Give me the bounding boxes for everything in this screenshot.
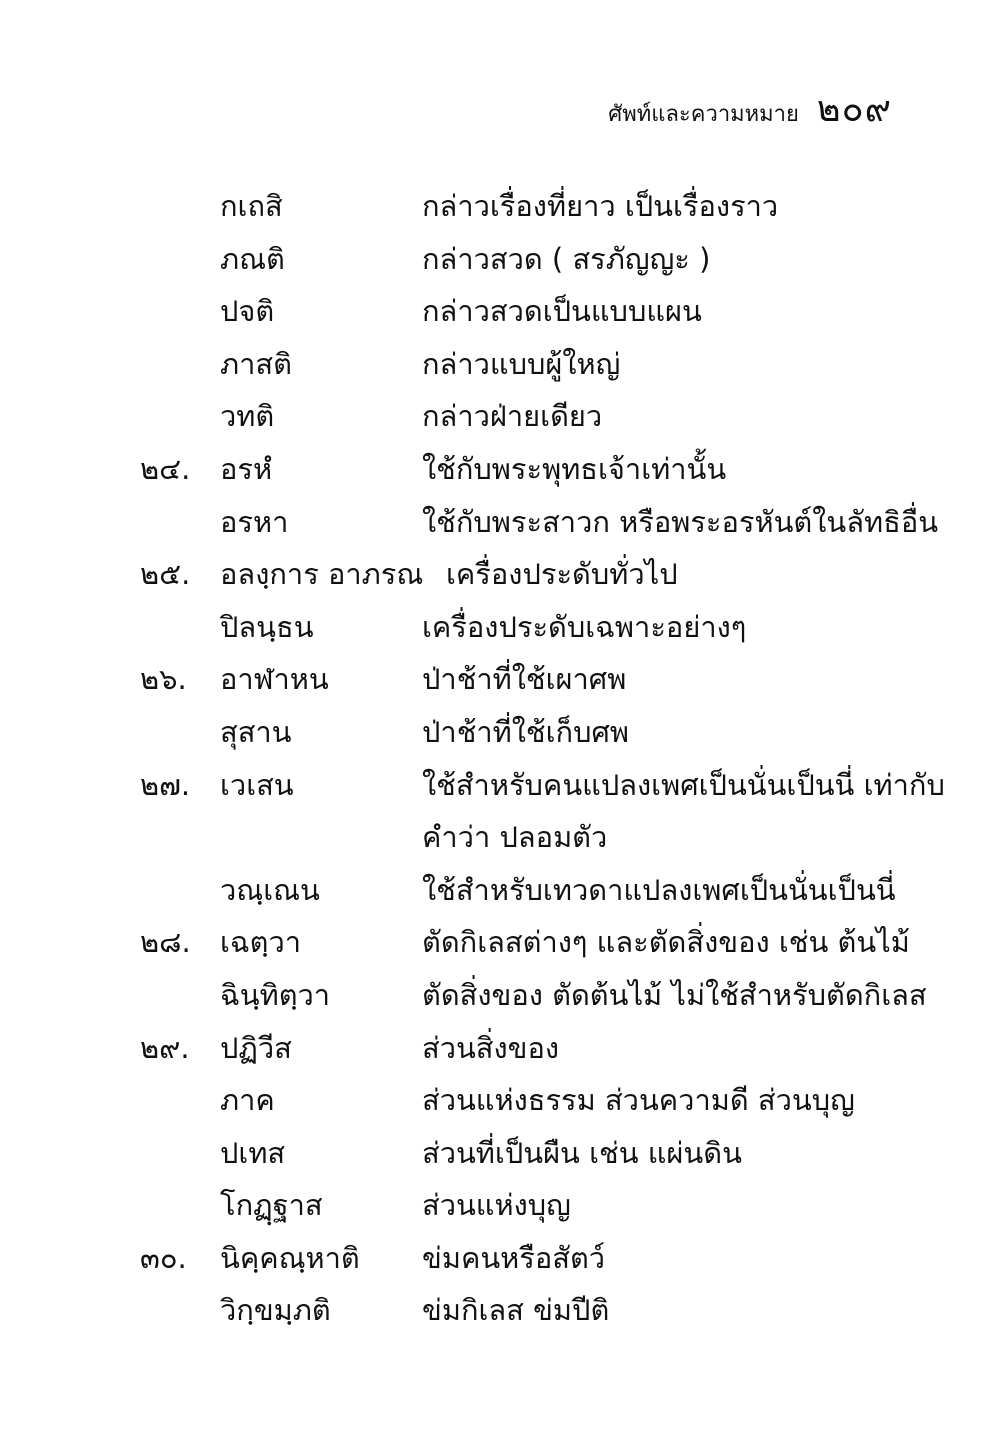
entry-row [0, 1022, 1000, 1075]
entry-meaning: ข่มคนหรือสัตว์ [422, 1240, 606, 1275]
entry-row [0, 390, 1000, 443]
entry-term: อรหา [220, 504, 289, 539]
entry-meaning: ตัดกิเลสต่างๆ และตัดสิ่งของ เช่น ต้นไม้ [422, 925, 910, 960]
entry-row [0, 653, 1000, 706]
entry-term: ภาสติ [220, 346, 292, 381]
entry-number: ๒๙. [140, 1030, 190, 1065]
page-number: ๒๐๙ [816, 89, 892, 130]
entry-term: ปฏิวีส [220, 1030, 292, 1065]
entry-term: อลงฺการ อาภรณ [220, 557, 424, 592]
entry-number: ๒๘. [140, 925, 191, 960]
entry-term: ภาค [220, 1083, 275, 1118]
entry-meaning: กล่าวสวด ( สรภัญญะ ) [422, 241, 711, 276]
running-header [608, 80, 892, 137]
entry-meaning: เครื่องประดับเฉพาะอย่างๆ [422, 609, 747, 644]
entry-term: วณฺเณน [220, 872, 320, 907]
entry-term: วทติ [220, 399, 275, 434]
entry-term: กเถสิ [220, 189, 283, 223]
entry-row [0, 338, 1000, 391]
entry-meaning: ใช้กับพระพุทธเจ้าเท่านั้น [422, 451, 727, 486]
entry-row [0, 864, 1000, 917]
header-title: ศัพท์และความหมาย [608, 102, 799, 127]
entry-term: โกฏฺฐาส [220, 1188, 323, 1223]
entry-term: อาฬาหน [220, 662, 329, 697]
entry-row [0, 759, 1000, 812]
entry-term: วิกฺขมฺภติ [220, 1293, 331, 1328]
entry-meaning: ใช้กับพระสาวก หรือพระอรหันต์ในลัทธิอื่น [422, 504, 939, 539]
entry-term: นิคฺคณฺหาติ [220, 1240, 360, 1275]
entry-number: ๒๕. [140, 557, 191, 592]
entry-meaning: กล่าวเรื่องที่ยาว เป็นเรื่องราว [422, 189, 779, 223]
entry-meaning: ตัดสิ่งของ ตัดต้นไม้ ไม่ใช้สำหรับตัดกิเลส [422, 977, 927, 1012]
entry-meaning: เครื่องประดับทั่วไป [446, 557, 678, 592]
entry-meaning: กล่าวฝ่ายเดียว [422, 399, 603, 434]
entry-row [0, 233, 1000, 286]
entry-row [0, 916, 1000, 969]
entry-row [0, 180, 1000, 233]
entry-term: ปิลนฺธน [220, 609, 314, 644]
entry-row [0, 1074, 1000, 1127]
entry-meaning: ส่วนที่เป็นผืน เช่น แผ่นดิน [422, 1135, 742, 1170]
entry-meaning: กล่าวสวดเป็นแบบแผน [422, 294, 702, 329]
entry-row [0, 706, 1000, 759]
entry-meaning: ป่าช้าที่ใช้เก็บศพ [422, 714, 630, 749]
entry-row [0, 601, 1000, 654]
entry-row [0, 1284, 1000, 1337]
entry-term: เฉตฺวา [220, 925, 302, 960]
entry-term: สุสาน [220, 714, 292, 749]
entry-term: ปจติ [220, 294, 275, 329]
entry-row [0, 285, 1000, 338]
entry-term: อรหํ [220, 451, 273, 486]
entry-term: ภณติ [220, 241, 285, 276]
entry-meaning: ป่าช้าที่ใช้เผาศพ [422, 662, 627, 697]
entry-term: ปเทส [220, 1135, 286, 1170]
entry-meaning: กล่าวแบบผู้ใหญ่ [422, 346, 621, 381]
entry-row [0, 969, 1000, 1022]
entry-row [0, 496, 1000, 549]
entry-row [0, 1232, 1000, 1285]
entry-term: เวเสน [220, 767, 294, 802]
entry-number: ๒๖. [140, 662, 187, 697]
vocabulary-list [0, 180, 1000, 1337]
entry-row [0, 1179, 1000, 1232]
entry-meaning: ใช้สำหรับคนแปลงเพศเป็นนั่นเป็นนี่ เท่ากับ [422, 767, 945, 802]
entry-row [0, 1127, 1000, 1180]
entry-meaning: ส่วนสิ่งของ [422, 1030, 560, 1065]
entry-row [0, 548, 1000, 601]
entry-meaning: ข่มกิเลส ข่มปีติ [422, 1293, 610, 1328]
entry-meaning: ส่วนแห่งบุญ [422, 1188, 571, 1223]
entry-term: ฉินฺทิตฺวา [220, 977, 331, 1012]
entry-row [0, 443, 1000, 496]
entry-meaning: ใช้สำหรับเทวดาแปลงเพศเป็นนั่นเป็นนี่ [422, 872, 896, 907]
entry-number: ๒๔. [140, 451, 191, 486]
entry-number: ๒๗. [140, 767, 191, 802]
entry-meaning: ส่วนแห่งธรรม ส่วนความดี ส่วนบุญ [422, 1083, 855, 1118]
entry-number: ๓๐. [140, 1240, 187, 1275]
entry-row [0, 811, 1000, 864]
entry-meaning: คำว่า ปลอมตัว [422, 820, 608, 855]
